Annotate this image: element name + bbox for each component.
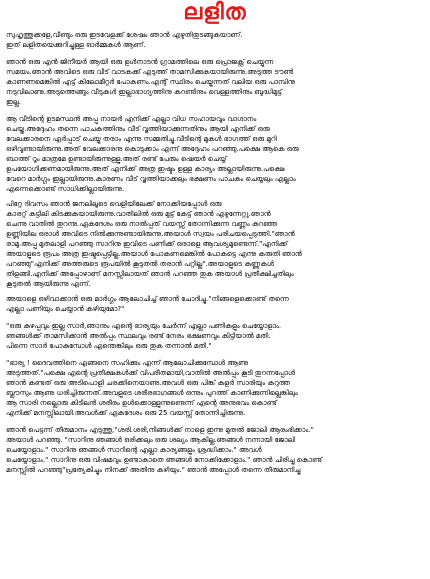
text-line: കാണണമെങ്കിൽ എട്ട് കിലോമീറ്റർ പോകണം.എന്റ് സ്ഥിരം ചെയ്യുന്നത് വലിയ ഒരു പാമ്പിനു: [6, 78, 295, 86]
text-line: വേറെ മാർഗ്ഗം ഇല്ലായിരുന്നു.കാരണം വീട് വൃത്തിയാക്കലും ഭക്ഷണം പാചകം ചെയ്യലും എല്ലാം: [6, 175, 296, 183]
text-line: അയാൾ പറഞ്ഞു. "സാറിനു ഞങ്ങൾ ഒരിക്കലും ഒരു ശല്യം ആകില്ല.ഞങ്ങൾ നന്നായി ജോലി: [6, 436, 296, 444]
text-line: മനസ്സിൽ പറഞ്ഞു"പ്രത്യേകിച്ചും നിനക്ക് അതിനു കഴിയും." ഞാൻ അപ്പോൾ തന്നെ തീരുമാനിച്ചു: [6, 466, 301, 474]
text-line: ചെയ്യോളാം." സാറിനു ഞങ്ങൾ സാറിന്റെ എല്ലാ കാര്യങ്ങളും ശ്രദ്ധിക്കാം." അവൾ: [6, 446, 262, 454]
text-line: നടുവിലാണു.അടുത്തെങ്ങും വീടുകൾ ഇല്ലാഭാഗ്യത്തിനു കറണ്ടിനും വെള്ളത്തിനും ബുദ്ധിമുട്ട്: [6, 88, 283, 96]
text-line: രാമു.അപ്പു മുതലാളി പറഞ്ഞു സാറിനു ഇവിടെ പണിക്ക് ഒരാളെ ആവശ്യമുണ്ടെന്ന്."എനിക്ക്: [6, 240, 288, 248]
text-line: ബ്ലൗസും ആണു ധരിച്ചിരുന്നത്.അവളുടെ ശരീരഭാഗങ്ങൾ ഒന്നും പുറത്ത് കാണിക്കുന്നില്ലെങ്കിലും: [6, 389, 298, 397]
text-line: ചെയ്യോളാം." സാറിനു ഒരു വിഷമവും ഉണ്ടാകാതെ ഞങ്ങൾ നോക്കിക്കോളാം." ഞാൻ ചിരിച്ചു കൊണ്ട്: [6, 456, 323, 464]
paragraph-8: [6, 425, 424, 475]
text-line: പിന്നെ സാർ പോകുമ്പോൾ എന്തെങ്കിലും ഒരു തുക തന്നാൽ മതി.": [6, 342, 212, 350]
paragraph-5: [6, 294, 424, 314]
text-line: ഉണ്ണിയില ഒരാൾ അവിടെ നിൽക്കുന്നുണ്ടായിരുന്നു.അയാൾ സ്വയം പരിചയപ്പെടുത്തി."ഞാൻ: [6, 230, 295, 238]
text-line: ഞാൻ ഒരു എൻ ജിനീയർ ആയി ഒരു ഉൾനാടൻ ഗ്രാമത്തിലെ ഒരു പ്രൊജക്റ്റ് ചെയ്യുന്ന: [6, 58, 274, 66]
text-line: കൂടുതൽ ആയിരുന്നു എന്ന്.: [6, 280, 91, 288]
text-line: ഇത് ലളിതയെക്കുറിച്ചുള്ള ഓർമ്മകൾ ആണ്.: [6, 41, 146, 49]
text-line: ഞാൻ കണ്ടത് ഒരു അടിപൊളി ചരക്കിനെയാണു.അവൾ ഒരു പിങ്ക് കളർ സാരിയും കറുത്ത: [6, 379, 290, 387]
text-line: ഞങ്ങൾക്ക് താമസിക്കാൻ അൽപ്പം സ്ഥലവും രണ്ട് നേരം ഭക്ഷണവും കിട്ടിയാൽ മതി.: [6, 332, 271, 340]
text-line: "ഒരു കുഴപ്പവും ഇല്ല സാർ,ഞാനും എന്റെ ഭാര്യയും ചേർന്ന് എല്ലാ പണികളും ചെയ്യോളാം.: [6, 322, 282, 330]
text-line: ബാത്ത് റൂം മാത്രമേ ഉണ്ടായിരുന്നുള്ളൂ.അത് രണ്ട് പേരും ഷെയർ ചെയ്യ്: [6, 155, 227, 163]
text-line: ചെയ്തു.അദ്ദേഹം തന്നെ പാചകത്തിനും വീട് വൃത്തിയാക്കുന്നതിനും ആയി എനിക്ക് ഒരു: [6, 125, 270, 133]
paragraph-3: [6, 114, 424, 194]
text-line: വേലക്കാരനെ ഏർപ്പാട് ചെയ്യു തരാം എന്നു സമ്മതിച്ചു.വീടിന്റെ മുകൾ ഭാഗത്ത് ഒരു മുറി: [6, 135, 277, 143]
text-line: ഞാൻ പെട്ടന്ന് തീരുമാനം എടുത്തു,"ശരി.ശരി,നിങ്ങൾക്ക് നാളെ ഇന്നു മുതൽ ജോലി ആരംഭിക്കാം.": [6, 426, 314, 434]
text-line: സുഹൃത്തുക്കളേ,വീണ്ടും ഒരു ഇടവേളക്ക് ശേഷം ഞാൻ എഴുതിതുടങ്ങുകയാണ്.: [6, 31, 243, 39]
text-line: സമയം.ഞാൻ അവിടെ ഒരു വീട് വാടകക്ക് എടുത്ത് താമസിക്കുകയായിരുന്നു.അടുത്ത ടൗൺ: [6, 68, 294, 76]
paragraph-intro: [6, 30, 424, 50]
text-line: പറഞ്ഞു"എനിക്ക് അത്തരുടെ രൂപയിൽ കൂടുതൽ തരാൻ പറ്റില്ല".അയാളുടെ കണ്ണുകൾ: [6, 260, 274, 268]
text-line: ഉപയോഗിക്കണമായിരുന്നു.അത് എനിക്ക് അത്ര ഇഷ്ടം ഉള്ള കാര്യം അല്ലായിരുന്നു.പക്ഷെ: [6, 165, 285, 173]
text-line: അടുത്തത്."പക്ഷെ എന്റെ പ്രതീക്ഷകൾക്ക് വിപരീതമായി,വാതിൽ അൽപ്പം കൂടി തുറന്നപ്പോൾ: [6, 369, 295, 377]
text-line: അയാളെ ഒഴിവാക്കാൻ ഒരു മാർഗ്ഗം ആലോചിച്ച് ഞാൻ ചോദിച്ചു."നിങ്ങളെക്കൊണ്ട് തന്നെ: [6, 295, 289, 303]
text-line: ആ സാരി നല്ലൊരു കിടിലൻ ശരീരം ഉൾക്കൊള്ളുന്നുണ്ടെന്ന് എന്റെ അനുഭവം കൊണ്ട്: [6, 399, 277, 407]
paragraph-7: [6, 358, 424, 418]
text-line: ഇല്ല.: [6, 98, 22, 106]
paragraph-4: [6, 199, 424, 289]
text-line: എല്ലാ പണിയും ചെയ്യാൻ കഴിയുമോ?": [6, 305, 125, 313]
text-line: എന്നെക്കൊണ്ട് സാധിക്കില്ലായിരുന്നു.: [6, 185, 125, 193]
paragraph-2: [6, 57, 424, 107]
text-line: അയാളുടെ രൂപം അത്ര ഇഷ്ടപ്പെട്ടില്ല.അയാൾ പോകണമെങ്കിൽ പോകട്ടെ എന്നു കരുതി ഞാൻ: [6, 250, 302, 258]
story-title: ലളിത: [183, 0, 247, 25]
text-line: തിളങ്ങി.എനിക്ക് അപ്പോഴാണ് മനസ്സിലായത് ഞാൻ പറഞ്ഞ തുക അയാൾ പ്രതീക്ഷിച്ചതിലും: [6, 270, 294, 278]
text-line: ആ വീടിന്റെ ഉടമസ്ഥൻ അപ്പു നായർ എനിക്ക് എല്ലാ വിധ സഹായവും വാഗ്ദാനം: [6, 115, 257, 123]
text-line: എനിക്ക് മനസ്സിലായി.അവൾക്ക് ഏകദേശം ഒരു 25 വയസ്സ് തോന്നിച്ചിരുന്നു.: [6, 409, 246, 417]
text-line: ഒഴിവുണ്ടായിരുന്നു.അത് വേലക്കാരനു കൊടുക്കാം എന്ന് അദ്ദേഹം പറഞ്ഞു.പക്ഷെ ആകെ ഒരു: [6, 145, 299, 153]
text-line: ചെന്നു വാതിൽ തുറന്നു.ഏകദേശം ഒരു നാൽപ്പത് വയസ്സ് തോന്നിക്കുന്ന വണ്ണം കുറഞ്ഞ: [6, 220, 278, 228]
text-line: "ഭാര്യ ! ദൈവത്തിനെ എങ്ങനെ സഹിക്കും എന്ന് ആലോചിക്കുമ്പോൾ ആണു: [6, 359, 248, 367]
text-line: പിറ്റേ ദിവസം ഞാൻ ജനലിലൂടെ വെളിയിലേക്ക് നോക്കിയപ്പോൾ ഒരു: [6, 200, 222, 208]
text-line: കാരറ്റ് കട്ടിലി കിടക്കുകയായിരുന്നു.വാതിലിൽ ഒരു മുട്ട് കേട്ട് ഞാൻ എഴുന്നേറ്റു.ഞാൻ: [6, 210, 271, 218]
paragraph-6: [6, 321, 424, 351]
